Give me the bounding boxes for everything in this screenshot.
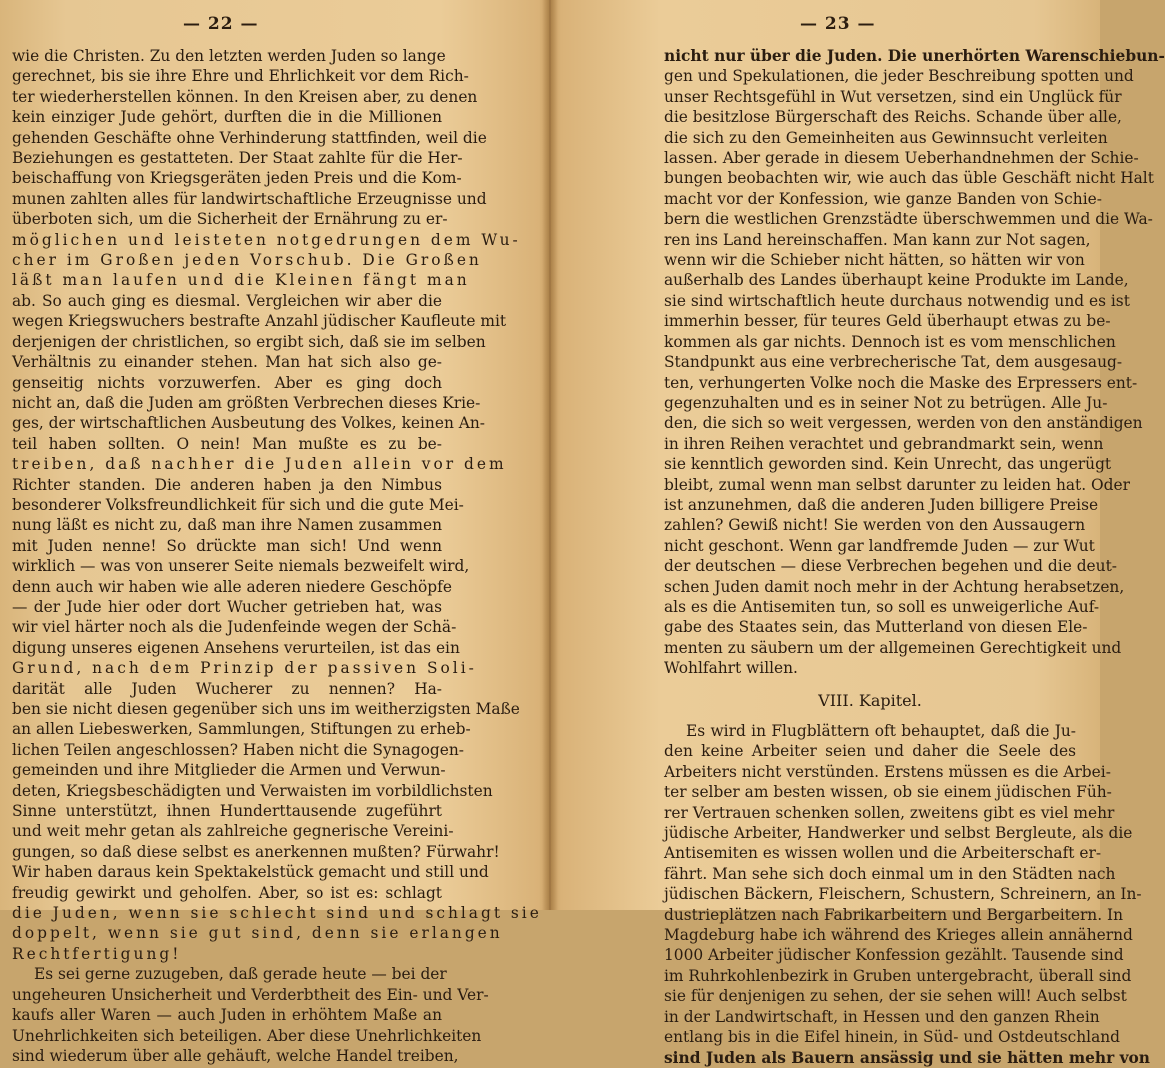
text-line: Grund, nach dem Prinzip der passiven Soli- [12, 659, 477, 678]
text-line: gemeinden und ihre Mitglieder die Armen und Verwun- [12, 761, 446, 780]
text-line: jüdische Arbeiter, Handwerker und selbst Bergleute, als die [664, 824, 1133, 843]
text-line: sie kenntlich geworden sind. Kein Unrecht, das ungerügt [664, 455, 1112, 474]
text-line: sie für denjenigen zu sehen, der sie sehen will! Auch selbst [664, 987, 1127, 1006]
text-line: nicht geschont. Wenn gar landfremde Juden — zur Wut [664, 536, 1095, 555]
paragraph-block [664, 46, 1165, 679]
text-line: rer Vertrauen schenken sollen, zweitens gibt es viel mehr [664, 803, 1115, 822]
text-line: die sich zu den Gemeinheiten aus Gewinnsucht verleiten [664, 128, 1108, 147]
text-line: fährt. Man sehe sich doch einmal um in den Städten nach [664, 864, 1116, 883]
text-line: menten zu säubern um der allgemeinen Gerechtigkeit und [664, 638, 1122, 657]
page-body [12, 46, 542, 1066]
text-line: nung läßt es nicht zu, daß man ihre Namen zusammen [12, 516, 442, 535]
text-line: Sinne unterstützt, ihnen Hunderttausende zugeführt [12, 802, 442, 821]
text-line: an allen Liebeswerken, Sammlungen, Stiftungen zu erheb- [12, 720, 471, 739]
text-line: besonderer Volksfreundlichkeit für sich und die gute Mei- [12, 495, 464, 514]
text-line: Wohlfahrt willen. [664, 659, 798, 678]
text-line: munen zahlten alles für landwirtschaftliche Erzeugnisse und [12, 189, 487, 208]
text-line: macht vor der Konfession, wie ganze Banden von Schie- [664, 189, 1102, 208]
text-line: läßt man laufen und die Kleinen fängt man [12, 271, 470, 290]
text-line: gehenden Geschäfte ohne Verhinderung stattfinden, weil die [12, 128, 487, 147]
chapter-heading: VIII. Kapitel. [818, 690, 922, 710]
text-line: nicht an, daß die Juden am größten Verbrechen dieses Krie- [12, 393, 481, 412]
text-line: Rechtfertigung! [12, 944, 182, 963]
text-line: wir viel härter noch als die Judenfeinde wegen der Schä- [12, 618, 457, 637]
text-line: den, die sich so weit vergessen, werden von den anständigen [664, 414, 1143, 433]
page-body [664, 46, 1165, 1068]
text-line: der deutschen — diese Verbrechen begehen und die deut- [664, 557, 1117, 576]
text-line: außerhalb des Landes überhaupt keine Produkte im Lande, [664, 271, 1129, 290]
text-line: als es die Antisemiten tun, so soll es unweigerliche Auf- [664, 597, 1100, 616]
text-line: immerhin besser, für teures Geld überhaupt etwas zu be- [664, 312, 1111, 331]
text-line: die Juden, wenn sie schlecht sind und schlagt sie [12, 904, 542, 923]
text-line: Magdeburg habe ich während des Krieges allein annähernd [664, 926, 1133, 945]
text-line: ab. So auch ging es diesmal. Vergleichen wir aber die [12, 291, 442, 310]
page-number: — 23 — [800, 14, 876, 34]
text-line: wie die Christen. Zu den letzten werden Juden so lange [12, 47, 446, 65]
text-line: doppelt, wenn sie gut sind, denn sie erlangen [12, 924, 503, 943]
page-number: — 22 — [183, 14, 259, 34]
text-line: wirklich — was von unserer Seite niemals bezweifelt wird, [12, 557, 470, 576]
text-line: in der Landwirtschaft, in Hessen und den ganzen Rhein [664, 1007, 1100, 1026]
text-line: digung unseres eigenen Ansehens verurteilen, ist das ein [12, 638, 460, 657]
text-line: gerechnet, bis sie ihre Ehre und Ehrlichkeit vor dem Rich- [12, 67, 469, 86]
text-line: Beziehungen es gestatteten. Der Staat zahlte für die Her- [12, 149, 463, 168]
text-line: in ihren Reihen verachtet und gebrandmarkt sein, wenn [664, 434, 1104, 453]
text-line: Verhältnis zu einander stehen. Man hat sich also ge- [12, 353, 442, 372]
text-line: sind wiederum über alle gehäuft, welche Handel treiben, [12, 1046, 459, 1065]
text-line: jüdischen Bäckern, Fleischern, Schustern, Schreinern, an In- [664, 885, 1142, 904]
text-line: Es wird in Flugblättern oft behauptet, daß die Ju- [686, 722, 1076, 740]
text-line: entlang bis in die Eifel hinein, in Süd- und Ostdeutschland [664, 1028, 1121, 1047]
text-line: mit Juden nenne! So drückte man sich! Und wenn [12, 536, 442, 555]
text-line: Arbeiters nicht verstünden. Erstens müssen es die Arbei- [664, 762, 1111, 781]
text-line: überboten sich, um die Sicherheit der Ernährung zu er- [12, 210, 448, 229]
text-line: lassen. Aber gerade in diesem Ueberhandnehmen der Schie- [664, 149, 1139, 168]
text-line: Es sei gerne zuzugeben, daß gerade heute — bei der [34, 965, 447, 984]
text-line: ten, verhungerten Volke noch die Maske des Erpressers ent- [664, 373, 1138, 392]
text-line: genseitig nichts vorzuwerfen. Aber es ging doch [12, 373, 442, 392]
text-line: Antisemiten es wissen wollen und die Arbeiterschaft er- [664, 844, 1102, 863]
text-line: wegen Kriegswuchers bestrafte Anzahl jüdischer Kaufleute mit [12, 312, 507, 331]
text-line: ter wiederherstellen können. In den Kreisen aber, zu denen [12, 87, 478, 106]
text-line: kaufs aller Waren — auch Juden in erhöhtem Maße an [12, 1006, 442, 1025]
text-line: gegenzuhalten und es in seiner Not zu betrügen. Alle Ju- [664, 393, 1108, 412]
text-line: ren ins Land hereinschaffen. Man kann zur Not sagen, [664, 230, 1091, 249]
text-line: Richter standen. Die anderen haben ja den Nimbus [12, 475, 442, 494]
text-line: cher im Großen jeden Vorschub. Die Großen [12, 251, 482, 270]
text-line: ben sie nicht diesen gegenüber sich uns im weitherzigsten Maße [12, 700, 520, 718]
text-line: sind Juden als Bauern ansässig und sie hätten mehr von [664, 1048, 1150, 1067]
text-line: kommen als gar nichts. Dennoch ist es vom menschlichen [664, 332, 1116, 351]
text-line: deten, Kriegsbeschädigten und Verwaisten im vorbildlichsten [12, 781, 493, 800]
text-line: möglichen und leisteten notgedrungen dem Wu- [12, 230, 521, 249]
text-line: schen Juden damit noch mehr in der Achtung herabsetzen, [664, 577, 1125, 596]
paragraph-block [664, 721, 1150, 1068]
text-line: bungen beobachten wir, wie auch das üble Geschäft nicht Halt [664, 169, 1154, 188]
text-line: derjenigen der christlichen, so ergibt sich, daß sie im selben [12, 332, 486, 351]
text-line: darität alle Juden Wucherer zu nennen? Ha- [12, 679, 442, 698]
text-line: ist anzunehmen, daß die anderen Juden billigere Preise [664, 495, 1099, 514]
text-line: bleibt, zumal wenn man selbst darunter zu leiden hat. Oder [664, 475, 1130, 494]
text-line: 1000 Arbeiter jüdischer Konfession gezählt. Tausende sind [664, 946, 1124, 965]
text-line: gabe des Staates sein, das Mutterland von diesen Ele- [664, 618, 1088, 637]
text-line: zahlen? Gewiß nicht! Sie werden von den Aussaugern [664, 516, 1086, 535]
text-line: gen und Spekulationen, die jeder Beschreibung spotten und [664, 67, 1134, 86]
text-line: die besitzlose Bürgerschaft des Reichs. Schande über alle, [664, 108, 1122, 127]
right-page [552, 0, 1165, 1067]
text-line: — der Jude hier oder dort Wucher getrieben hat, was [12, 597, 442, 616]
text-line: denn auch wir haben wie alle aderen niedere Geschöpfe [12, 577, 452, 596]
text-line: teil haben sollten. O nein! Man mußte es zu be- [12, 434, 442, 453]
text-line: Wir haben daraus kein Spektakelstück gemacht und still und [12, 863, 489, 882]
text-line: dustrieplätzen nach Fabrikarbeitern und Bergarbeitern. In [664, 905, 1123, 924]
text-line: freudig gewirkt und geholfen. Aber, so ist es: schlagt [12, 883, 442, 902]
text-line: treiben, daß nachher die Juden allein vor dem [12, 455, 507, 474]
text-line: unser Rechtsgefühl in Wut versetzen, sind ein Unglück für [664, 87, 1122, 106]
text-line: den keine Arbeiter seien und daher die Seele des [664, 742, 1076, 761]
text-line: kein einziger Jude gehört, durften die in die Millionen [12, 108, 442, 127]
text-line: ter selber am besten wissen, ob sie einem jüdischen Füh- [664, 783, 1112, 802]
text-line: beischaffung von Kriegsgeräten jeden Preis und die Kom- [12, 169, 462, 188]
text-line: und weit mehr getan als zahlreiche gegnerische Vereini- [12, 822, 454, 841]
text-line: Standpunkt aus eine verbrecherische Tat, dem ausgesaug- [664, 353, 1123, 372]
text-line: bern die westlichen Grenzstädte überschwemmen und die Wa- [664, 210, 1153, 229]
text-line: gungen, so daß diese selbst es anerkennen mußten? Fürwahr! [12, 842, 500, 861]
text-line: ungeheuren Unsicherheit und Verderbtheit des Ein- und Ver- [12, 985, 489, 1004]
left-page [0, 0, 548, 1065]
text-line: ges, der wirtschaftlichen Ausbeutung des Volkes, keinen An- [12, 414, 485, 433]
text-line: wenn wir die Schieber nicht hätten, so hätten wir von [664, 251, 1085, 270]
text-line: im Ruhrkohlenbezirk in Gruben untergebracht, überall sind [664, 966, 1132, 985]
text-line: nicht nur über die Juden. Die unerhörten Warenschiebun- [664, 47, 1165, 65]
text-line: lichen Teilen angeschlossen? Haben nicht die Synagogen- [12, 740, 464, 759]
text-line: Unehrlichkeiten sich beteiligen. Aber diese Unehrlichkeiten [12, 1026, 482, 1045]
text-line: sie sind wirtschaftlich heute durchaus notwendig und es ist [664, 291, 1130, 310]
